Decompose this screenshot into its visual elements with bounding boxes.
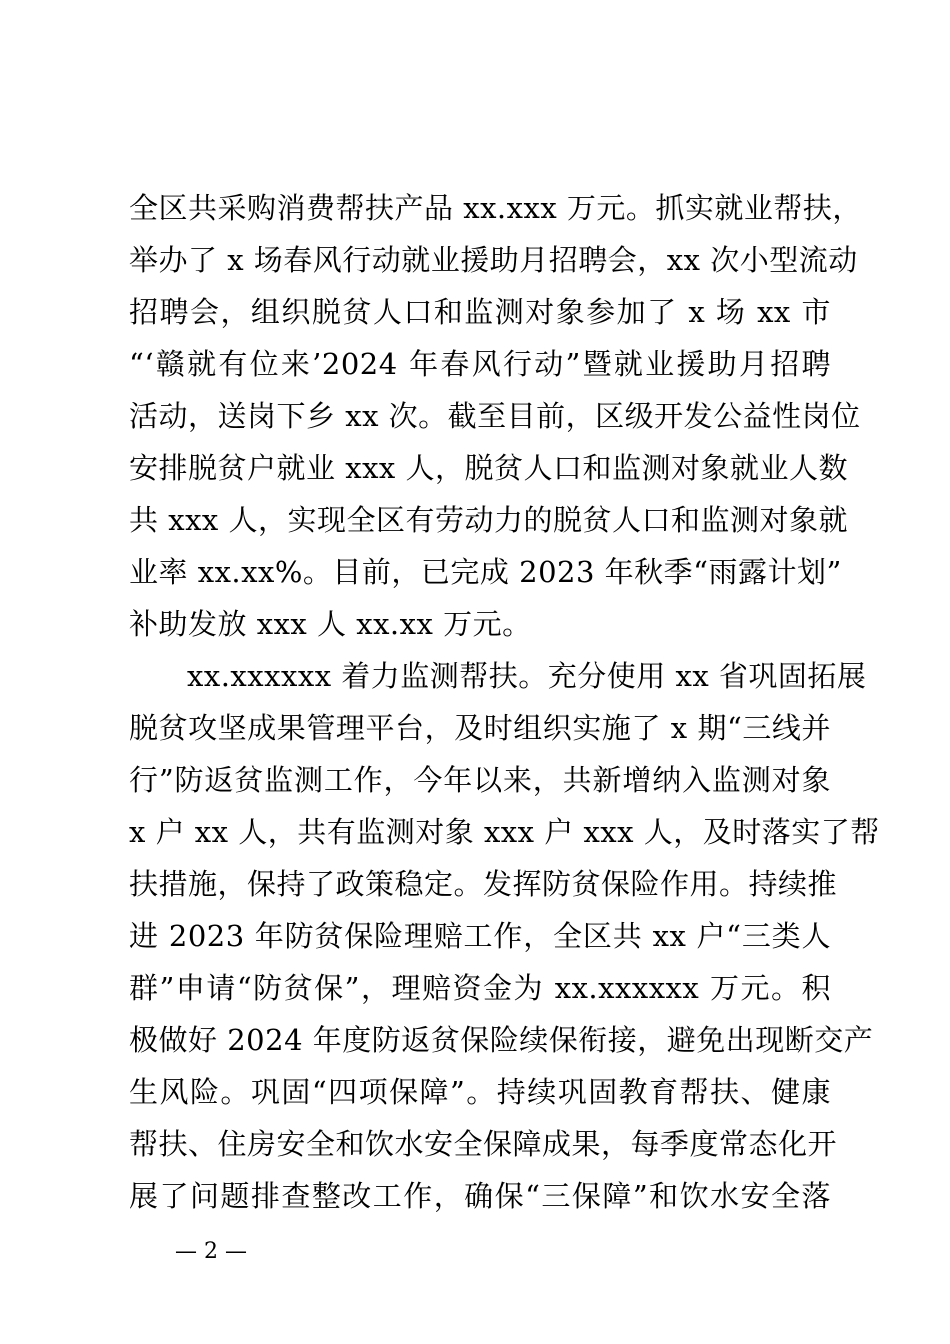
- body-text-line: 行”防返贫监测工作，今年以来，共新增纳入监测对象: [129, 763, 831, 797]
- body-text-line: 脱贫攻坚成果管理平台，及时组织实施了 x 期“三线并: [129, 711, 831, 745]
- body-text-line: 扶措施，保持了政策稳定。发挥防贫保险作用。持续推: [129, 867, 838, 901]
- body-text-line: 安排脱贫户就业 xxx 人，脱贫人口和监测对象就业人数: [129, 451, 849, 485]
- body-text-line: 活动，送岗下乡 xx 次。截至目前，区级开发公益性岗位: [129, 399, 861, 433]
- body-text-line: 共 xxx 人，实现全区有劳动力的脱贫人口和监测对象就: [129, 503, 849, 537]
- body-text-line: 招聘会，组织脱贫人口和监测对象参加了 x 场 xx 市: [129, 295, 831, 329]
- paragraph-first-line: xx.xxxxxx 着力监测帮扶。充分使用 xx 省巩固拓展: [187, 659, 867, 693]
- page-number: — 2 —: [175, 1239, 247, 1264]
- body-text-line: “‘赣就有位来’2024 年春风行动”暨就业援助月招聘: [129, 347, 831, 381]
- body-text-line: 群”申请“防贫保”，理赔资金为 xx.xxxxxx 万元。积: [129, 971, 831, 1005]
- body-text-line: 极做好 2024 年度防返贫保险续保衔接，避免出现断交产: [129, 1023, 874, 1057]
- body-text-line: 帮扶、住房安全和饮水安全保障成果，每季度常态化开: [129, 1127, 838, 1161]
- body-text-line: x 户 xx 人，共有监测对象 xxx 户 xxx 人，及时落实了帮: [129, 815, 880, 849]
- body-text-line: 进 2023 年防贫保险理赔工作，全区共 xx 户“三类人: [129, 919, 831, 953]
- body-text-line: 全区共采购消费帮扶产品 xx.xxx 万元。抓实就业帮扶，: [129, 191, 862, 225]
- body-text-line: 举办了 x 场春风行动就业援助月招聘会，xx 次小型流动: [129, 243, 858, 277]
- body-text-line: 补助发放 xxx 人 xx.xx 万元。: [129, 607, 532, 641]
- body-text-line: 生风险。巩固“四项保障”。持续巩固教育帮扶、健康: [129, 1075, 831, 1109]
- body-text-line: 业率 xx.xx%。目前，已完成 2023 年秋季“雨露计划”: [129, 555, 842, 589]
- body-text-line: 展了问题排查整改工作，确保“三保障”和饮水安全落: [129, 1179, 831, 1213]
